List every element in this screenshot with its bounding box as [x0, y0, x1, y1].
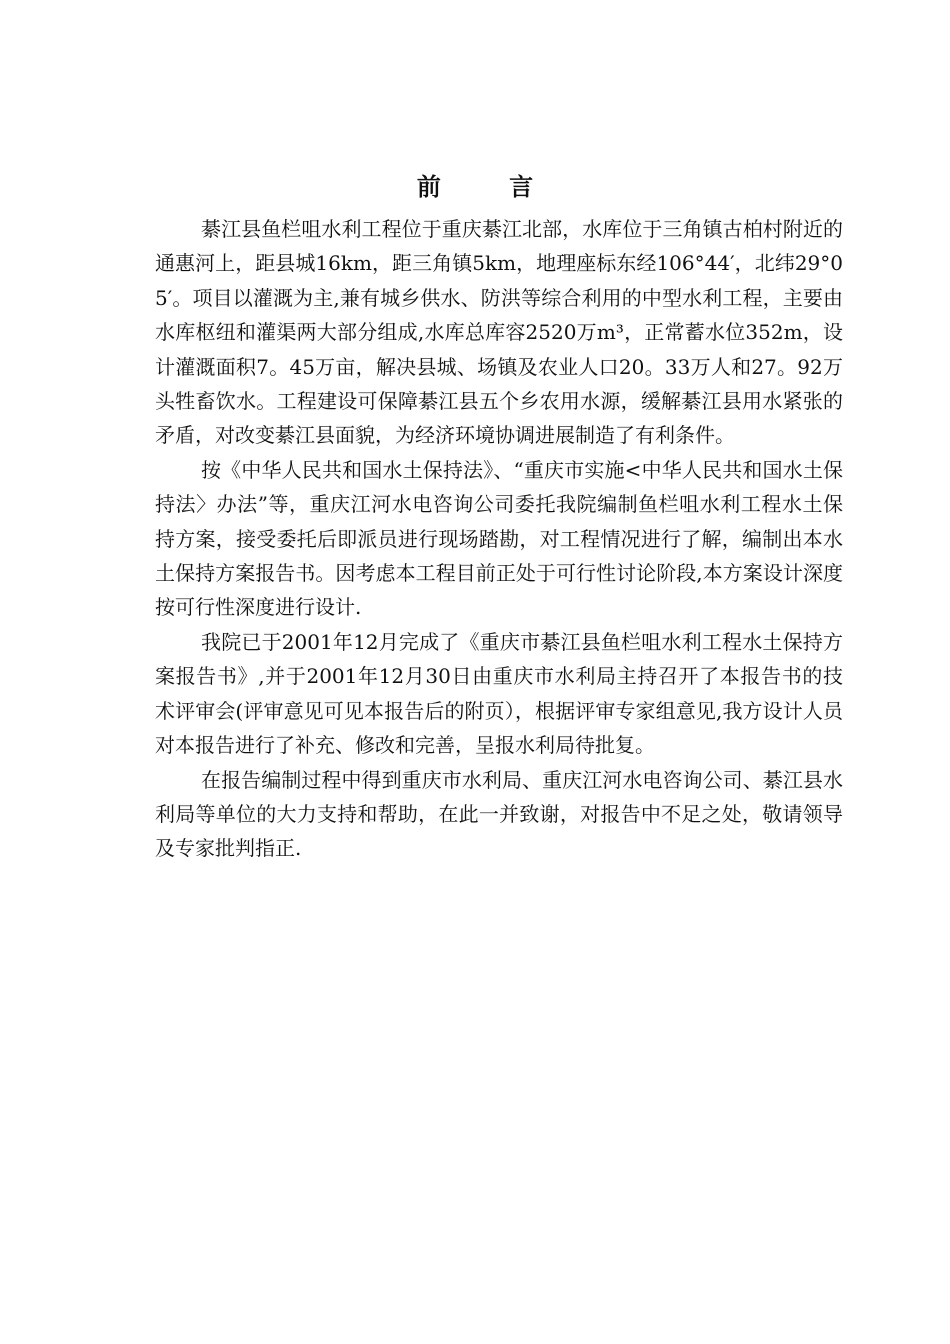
- paragraph-project-overview: 綦江县鱼栏咀水利工程位于重庆綦江北部，水库位于三角镇古柏村附近的通惠河上，距县城16km，距三角镇5km，地理座标东经106°44′，北纬29°05′。项目以灌溉为主,兼有城乡供水、防洪等综合利用的中型水利工程，主要由水库枢纽和灌渠两大部分组成,水库总库容2520万m³，正常蓄水位352m，设计灌溉面积7。45万亩，解决县城、场镇及农业人口20。33万人和27。92万头牲畜饮水。工程建设可保障綦江县五个乡农用水源，缓解綦江县用水紧张的矛盾，对改变綦江县面貌，为经济环境协调进展制造了有利条件。: [155, 217, 843, 448]
- paragraph-commission: 按《中华人民共和国水土保持法》、“重庆市实施<中华人民共和国水土保持法〉办法”等，重庆江河水电咨询公司委托我院编制鱼栏咀水利工程水土保持方案，接受委托后即派员进行现场踏勘，对工程情况进行了解，编制出本水土保持方案报告书。因考虑本工程目前正处于可行性讨论阶段,本方案设计深度按可行性深度进行设计.: [155, 457, 843, 620]
- paragraph-acknowledgement: 在报告编制过程中得到重庆市水利局、重庆江河水电咨询公司、綦江县水利局等单位的大力支持和帮助，在此一并致谢，对报告中不足之处，敬请领导及专家批判指正.: [155, 767, 843, 861]
- paragraph-review: 我院已于2001年12月完成了《重庆市綦江县鱼栏咀水利工程水土保持方案报告书》,并于2001年12月30日由重庆市水利局主持召开了本报告书的技术评审会(评审意见可见本报告后的附页），根据评审专家组意见,我方设计人员对本报告进行了补充、修改和完善，呈报水利局待批复。: [155, 629, 843, 758]
- page-title: 前 言: [416, 172, 564, 201]
- document-body: [155, 212, 843, 866]
